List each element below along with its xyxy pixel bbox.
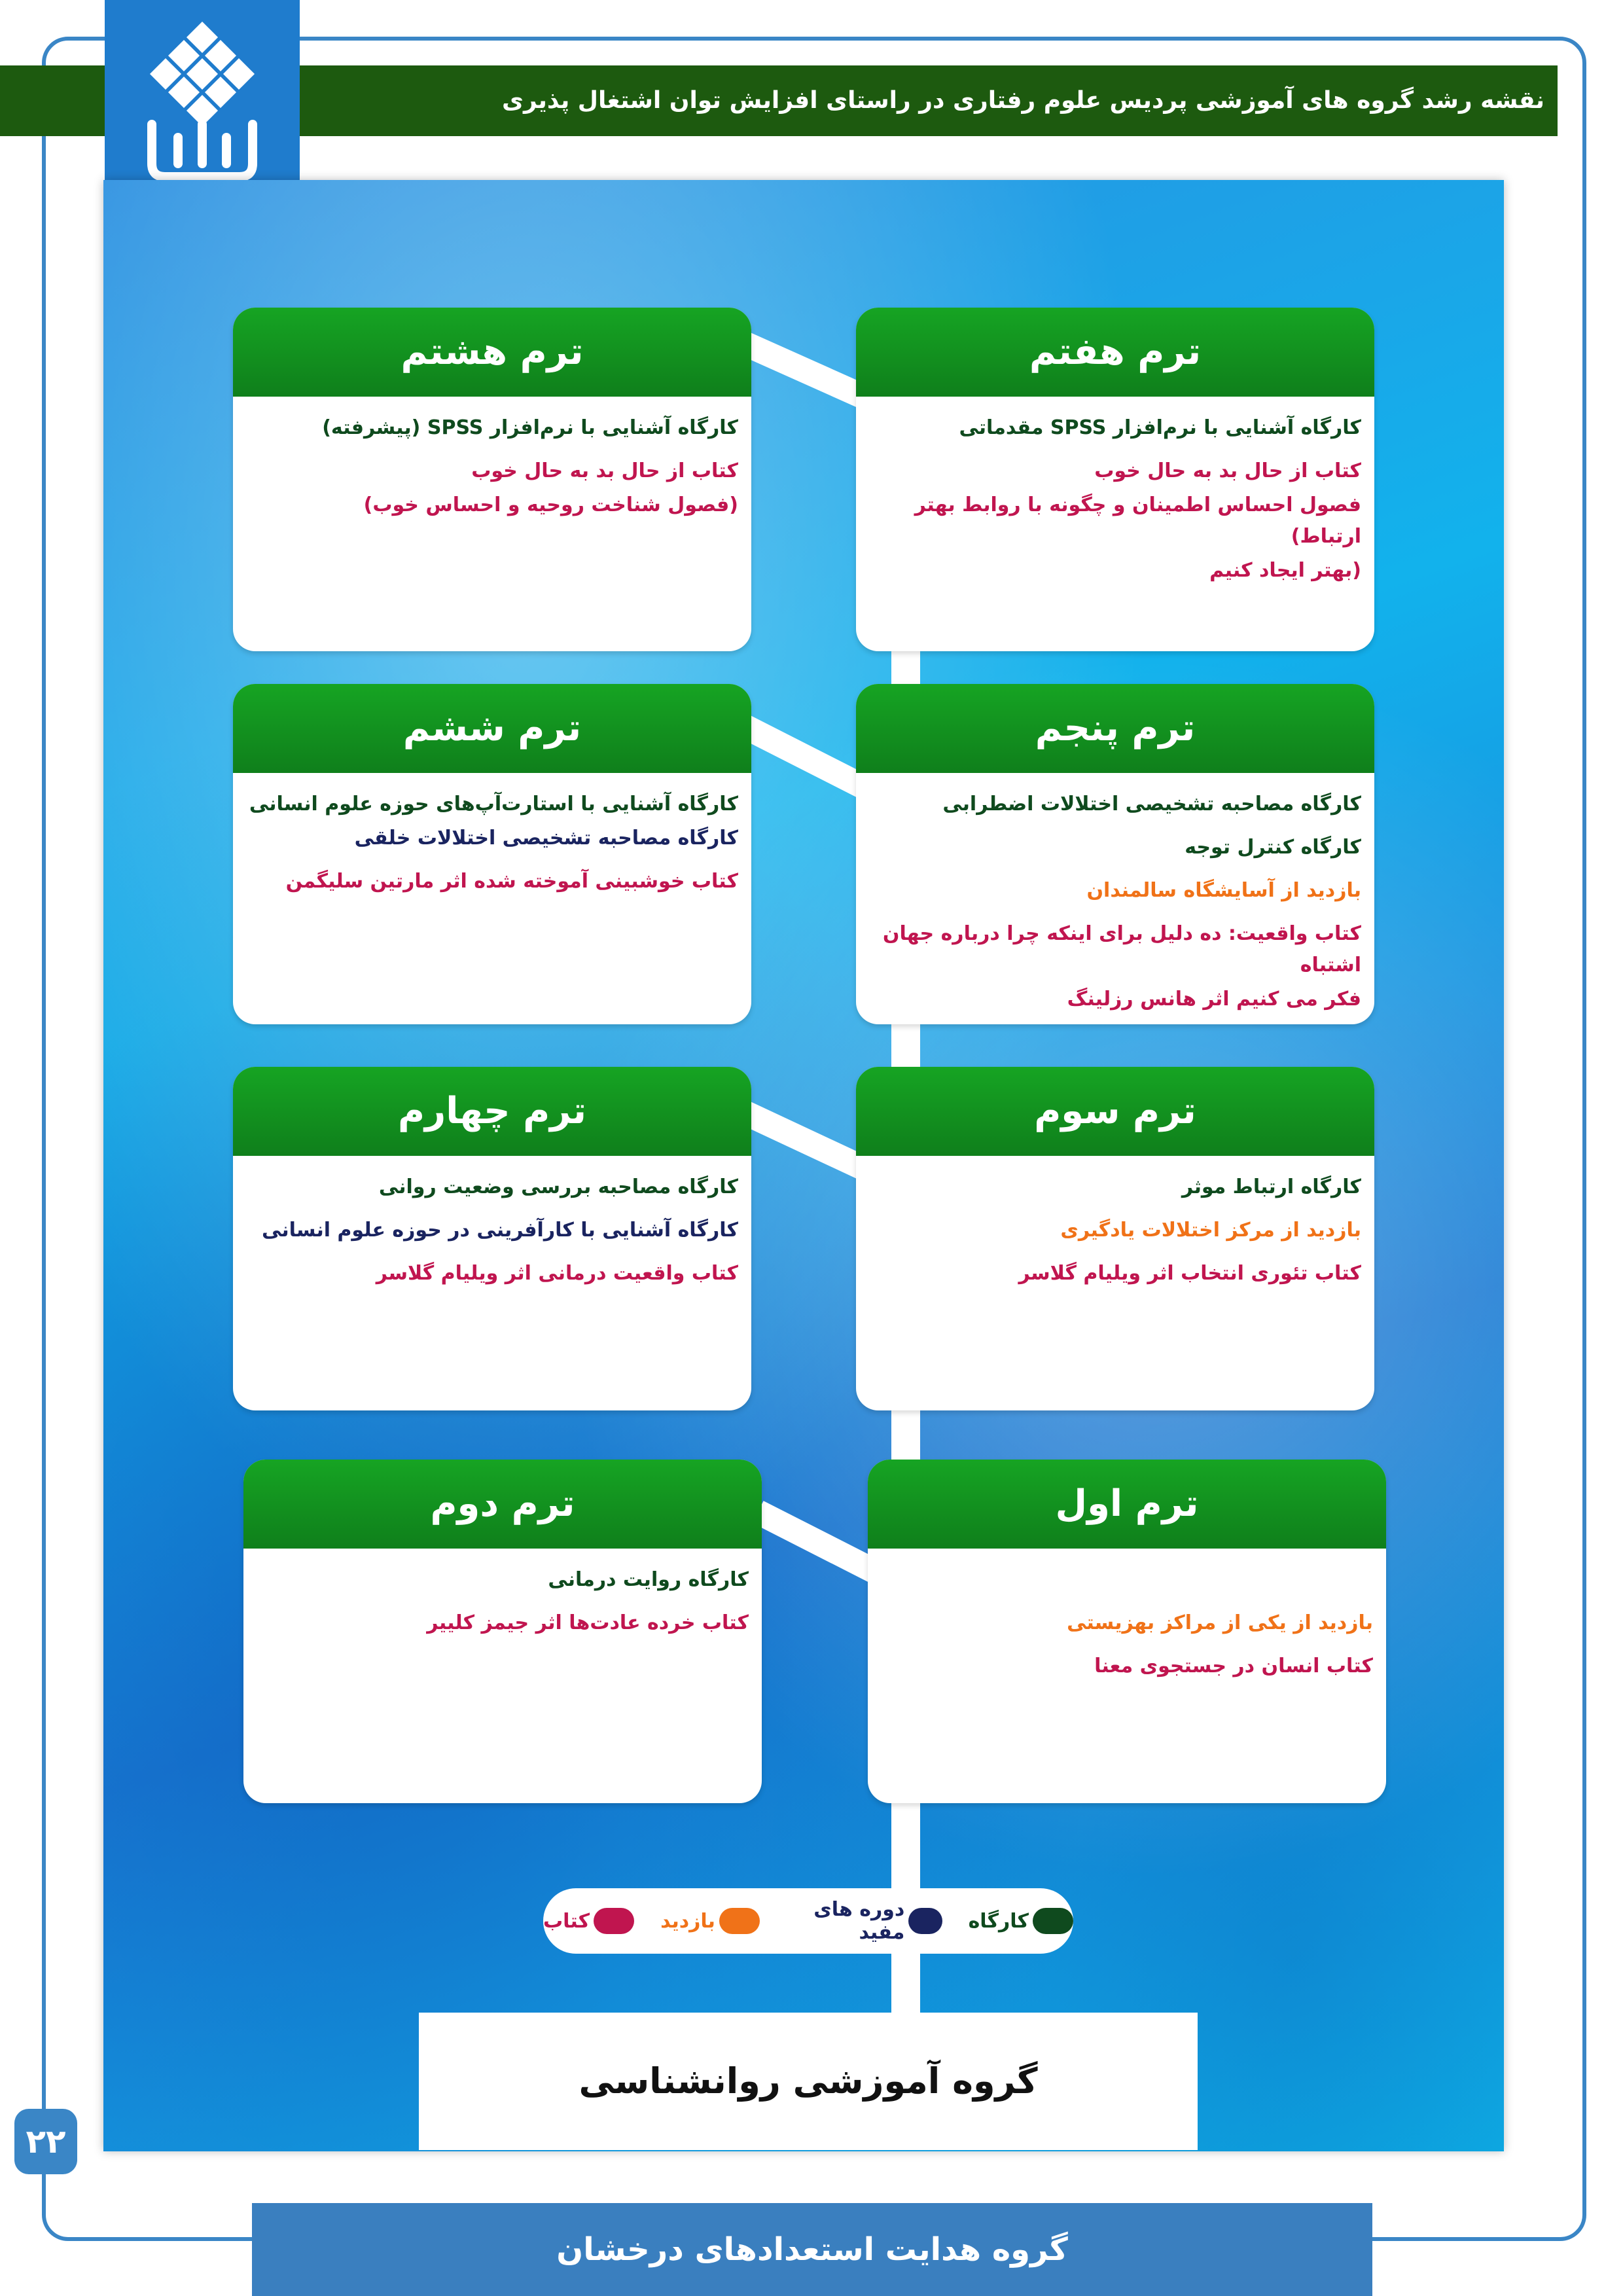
term-items (243, 1549, 762, 1639)
book-item: کتاب واقعیت درمانی اثر ویلیام گلاسر (376, 1262, 738, 1285)
legend (543, 1888, 1073, 1954)
workshop-item: کارگاه آشنایی با نرم‌افزار SPSS (پیشرفته) (322, 416, 738, 439)
term-items (856, 773, 1374, 1015)
book-item: فکر می کنیم اثر هانس رزلینگ (1067, 988, 1361, 1011)
legend-label: کارگاه (968, 1909, 1029, 1933)
term-2-card (243, 1460, 762, 1803)
term-title: ترم هشتم (233, 308, 751, 397)
workshop-item: کارگاه آشنایی با استارت‌آپ‌های حوزه علوم انسانی (249, 793, 738, 816)
workshop-item: کارگاه مصاحبه بررسی وضعیت روانی (378, 1175, 738, 1198)
book-item: کتاب واقعیت: ده دلیل برای اینکه چرا درباره جهان اشتباه (882, 922, 1361, 977)
visit-item: بازدید از مرکز اختلالات یادگیری (1060, 1219, 1361, 1242)
legend-item (786, 1898, 942, 1944)
term-title: ترم اول (868, 1460, 1386, 1549)
legend-label: بازدید (660, 1909, 715, 1933)
term-items (233, 773, 751, 897)
workshop-item: کارگاه کنترل توجه (1185, 836, 1361, 859)
term-7-card (856, 308, 1374, 651)
term-3-card (856, 1067, 1374, 1410)
legend-label: دوره های مفید (813, 1898, 905, 1944)
footer-title: گروه هدایت استعدادهای درخشان (252, 2203, 1372, 2296)
term-title: ترم ششم (233, 684, 751, 773)
legend-swatch (719, 1908, 760, 1934)
book-item: کتاب تئوری انتخاب اثر ویلیام گلاسر (1018, 1262, 1361, 1285)
term-title: ترم هفتم (856, 308, 1374, 397)
visit-item: بازدید از یکی از مراکز بهزیستی (1067, 1611, 1373, 1634)
book-item: (فصول شناخت روحیه و احساس خوب) (363, 493, 738, 516)
book-item: کتاب خرده عادت‌ها اثر جیمز کلییر (427, 1611, 749, 1634)
book-item: فصول احساس اطمینان و چگونه با روابط بهتر ارتباط) (914, 493, 1361, 548)
term-items (233, 397, 751, 521)
term-title: ترم چهارم (233, 1067, 751, 1156)
term-title: ترم پنجم (856, 684, 1374, 773)
page-title: نقشه رشد گروه های آموزشی پردیس علوم رفتاری در راستای افزایش توان اشتغال پذیری (502, 87, 1544, 114)
term-items (868, 1549, 1386, 1682)
visit-item: بازدید از آسایشگاه سالمندان (1086, 879, 1361, 902)
term-1-card (868, 1460, 1386, 1803)
growth-map-poster (103, 180, 1504, 2151)
term-6-card (233, 684, 751, 1024)
legend-item (660, 1908, 760, 1934)
term-title: ترم سوم (856, 1067, 1374, 1156)
legend-swatch (908, 1908, 942, 1934)
legend-swatch (594, 1908, 634, 1934)
term-items (856, 397, 1374, 586)
workshop-item: کارگاه ارتباط موثر (1181, 1175, 1361, 1198)
term-5-card (856, 684, 1374, 1024)
term-items (856, 1156, 1374, 1289)
legend-swatch (1033, 1908, 1073, 1934)
term-title: ترم دوم (243, 1460, 762, 1549)
spacer (881, 1564, 1373, 1596)
course-item: کارگاه آشنایی با کارآفرینی در حوزه علوم انسانی (262, 1219, 738, 1242)
workshop-item: کارگاه روایت درمانی (548, 1568, 749, 1591)
term-4-card (233, 1067, 751, 1410)
legend-item (969, 1908, 1073, 1934)
book-item: کتاب انسان در جستجوی معنا (1094, 1655, 1373, 1677)
term-8-card (233, 308, 751, 651)
legend-item (543, 1908, 634, 1934)
legend-label: کتاب (543, 1909, 590, 1933)
book-item: کتاب از حال بد به حال خوب (471, 459, 738, 482)
book-item: کتاب از حال بد به حال خوب (1094, 459, 1361, 482)
term-items (233, 1156, 751, 1289)
book-item: کتاب خوشبینی آموخته شده اثر مارتین سلیگمن (285, 870, 738, 893)
book-item: (بهتر ایجاد کنیم (1209, 559, 1361, 582)
department-title: گروه آموزشی روانشناسی (419, 2013, 1198, 2150)
workshop-item: کارگاه مصاحبه تشخیصی اختلالات اضطرابی (942, 793, 1361, 816)
workshop-item: کارگاه آشنایی با نرم‌افزار SPSS مقدماتی (959, 416, 1361, 439)
page-number: ۲۲ (14, 2109, 77, 2174)
course-item: کارگاه مصاحبه تشخیصی اختلالات خلقی (354, 827, 738, 850)
